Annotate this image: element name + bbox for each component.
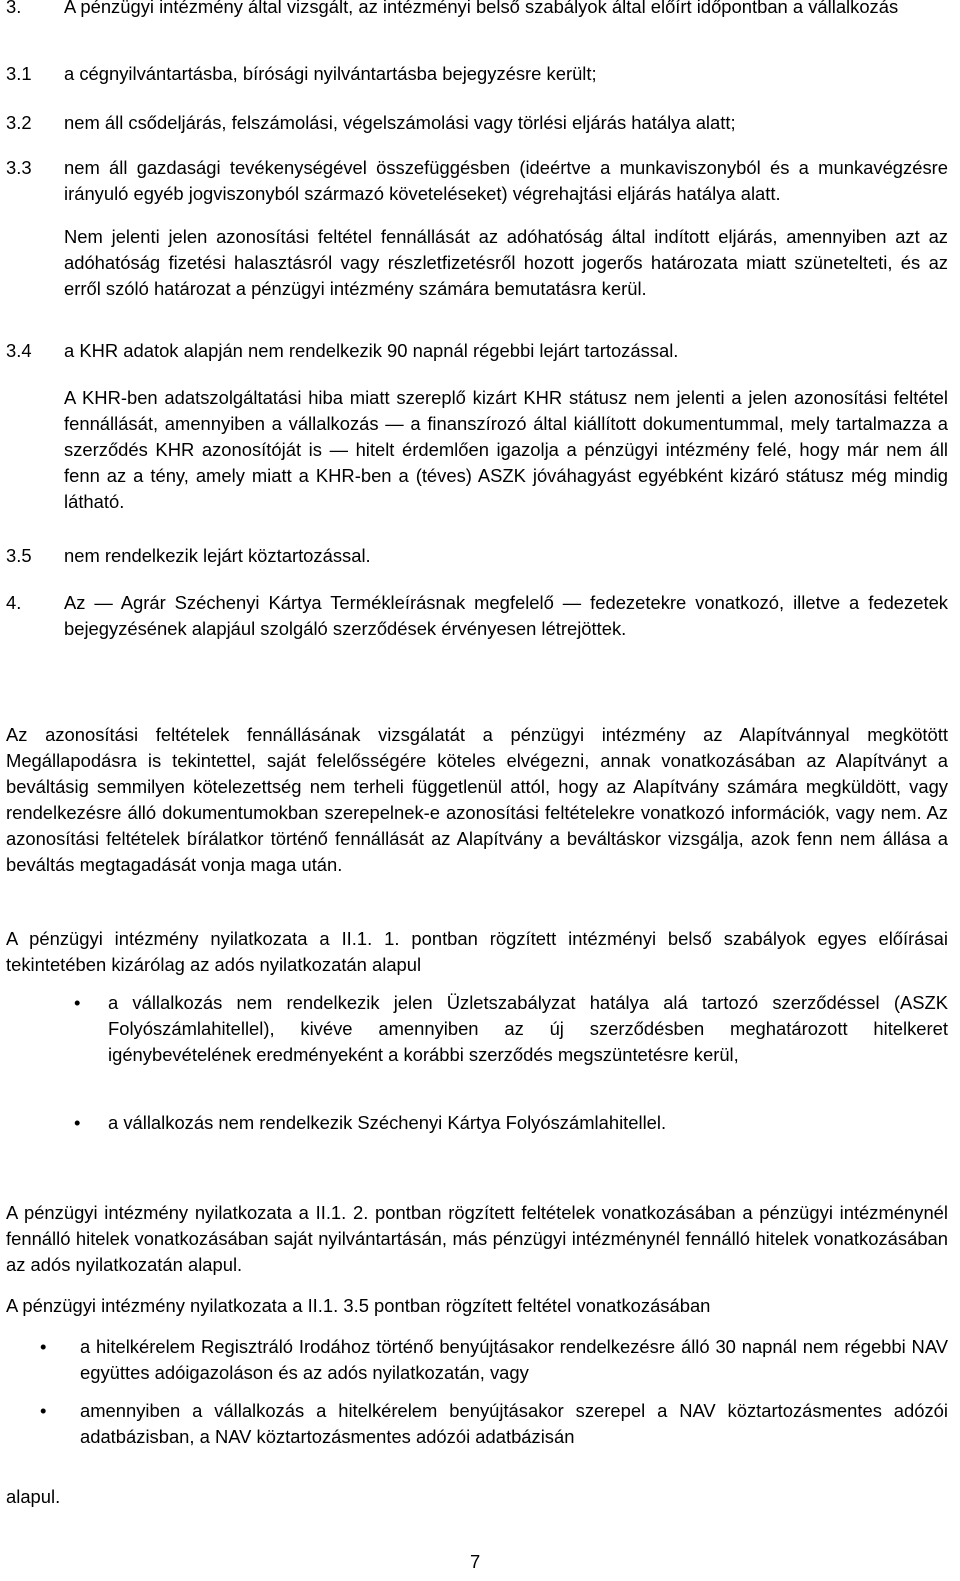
bullet-text: a vállalkozás nem rendelkezik jelen Üzletszabályzat hatálya alá tartozó szerződéssel (ASZK Folyószámlahitellel), kivéve amennyiben az új szerződésben meghatározott hitelkeret igénybevételének eredményeként a korábbi szerződés megszüntetésre kerül, <box>108 992 948 1065</box>
item-text: a cégnyilvántartásba, bírósági nyilvántartásba bejegyzésre került; <box>64 63 597 84</box>
item-number: 3. <box>6 0 22 17</box>
paragraph-verification: Az azonosítási feltételek fennállásának vizsgálatát a pénzügyi intézmény az Alapítvánnyal megkötött Megállapodásra is tekintettel, saját felelősségére köteles elvégezni, annak vonatkozásában az Alapítványt a beváltásig semmilyen kötelezettség nem terheli függetlenül attól, hogy az Alapítvány számára megküldött, vagy rendelkezésre álló dokumentumokban szerepelnek-e azonosítási feltételekre vonatkozó információk, vagy nem. Az azonosítási feltételek bírálatkor történő fennállását az Alapítvány a beváltáskor vizsgálja, azok fenn nem állása a beváltás megtagadását vonja maga után. <box>6 724 948 875</box>
item-3-4-note: A KHR-ben adatszolgáltatási hiba miatt szereplő kizárt KHR státusz nem jelenti a jelen azonosítási feltétel fennállását, amennyiben a vállalkozás — a finanszírozó által kiállított dokumentummal, mely tartalmazza a szerződés KHR azonosítóját is — hitelt érdemlően igazolja a pénzügyi intézmény felé, hogy már nem áll fenn az a tény, amely miatt a KHR-ben a (téves) ASZK jóváhagyást egyébként kizáró státusz még mindig látható. <box>64 387 948 512</box>
item-text: nem áll csődeljárás, felszámolási, végelszámolási vagy törlési eljárás hatálya alatt; <box>64 112 736 133</box>
item-text: A pénzügyi intézmény által vizsgált, az intézményi belső szabályok által előírt időpontban a vállalkozás <box>64 0 899 17</box>
page-number: 7 <box>470 1551 481 1572</box>
bullet-text: a hitelkérelem Regisztráló Irodához történő benyújtásakor rendelkezésre álló 30 napnál nem régebbi NAV együttes adóigazoláson és az adós nyilatkozatán, vagy <box>80 1336 948 1383</box>
item-text: nem rendelkezik lejárt köztartozással. <box>64 545 371 566</box>
item-number: 3.2 <box>6 112 32 133</box>
paragraph-declaration-2: A pénzügyi intézmény nyilatkozata a II.1. 2. pontban rögzített feltételek vonatkozásában a pénzügyi intézménynél fennálló hitelek vonatkozásában saját nyilvántartásán, más pénzügyi intézménynél fennálló hitelek vonatkozásában az adós nyilatkozatán alapul. <box>6 1202 948 1275</box>
item-text: Az — Agrár Széchenyi Kártya Termékleírásnak megfelelő — fedezetekre vonatkozó, illetve a fedezetek bejegyzésének alapjául szolgáló szerződések érvényesen létrejöttek. <box>64 592 948 639</box>
item-number: 3.1 <box>6 63 32 84</box>
bullet-icon: • <box>74 1112 81 1133</box>
item-number: 3.4 <box>6 340 32 361</box>
item-number: 4. <box>6 592 22 613</box>
item-number: 3.5 <box>6 545 32 566</box>
item-3-3-note: Nem jelenti jelen azonosítási feltétel fennállását az adóhatóság által indított eljárás, amennyiben azt az adóhatóság fizetési halasztásról vagy részletfizetésről hozott jogerős határozata miatt szünetelteti, és az erről szóló határozat a pénzügyi intézmény számára bemutatásra kerül. <box>64 226 948 299</box>
bullet-icon: • <box>74 992 81 1013</box>
bullet-text: a vállalkozás nem rendelkezik Széchenyi Kártya Folyószámlahitellel. <box>108 1112 667 1133</box>
item-number: 3.3 <box>6 157 32 178</box>
bullet-icon: • <box>40 1400 47 1421</box>
paragraph-declaration-1: A pénzügyi intézmény nyilatkozata a II.1. 1. pontban rögzített intézményi belső szabályok egyes előírásai tekintetében kizárólag az adós nyilatkozatán alapul <box>6 928 948 975</box>
closing-text: alapul. <box>6 1486 61 1507</box>
bullet-text: amennyiben a vállalkozás a hitelkérelem benyújtásakor szerepel a NAV köztartozásmentes adózói adatbázisban, a NAV köztartozásmentes adózói adatbázisán <box>80 1400 948 1447</box>
item-text: a KHR adatok alapján nem rendelkezik 90 napnál régebbi lejárt tartozással. <box>64 340 679 361</box>
bullet-icon: • <box>40 1336 47 1357</box>
item-text: nem áll gazdasági tevékenységével összefüggésben (ideértve a munkaviszonyból és a munkavégzésre irányuló egyéb jogviszonyból származó követeléseket) végrehajtási eljárás hatálya alatt. <box>64 157 948 204</box>
paragraph-declaration-3: A pénzügyi intézmény nyilatkozata a II.1. 3.5 pontban rögzített feltétel vonatkozásában <box>6 1295 711 1316</box>
